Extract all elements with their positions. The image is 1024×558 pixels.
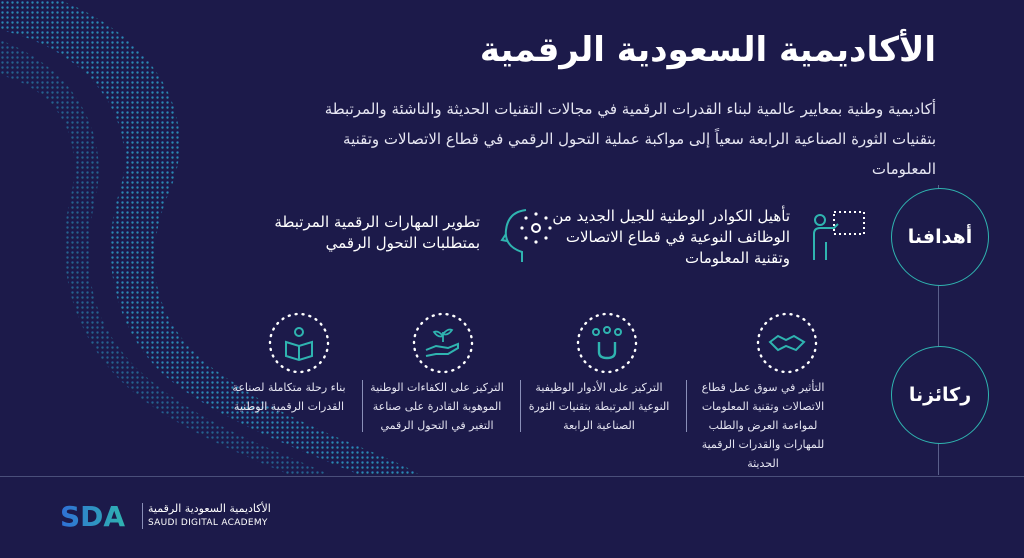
head-circuit-icon [500, 206, 556, 264]
pillars-heading-circle [891, 346, 989, 444]
person-reading-icon [268, 312, 330, 374]
pillar-item-3: التركيز على الكفاءات الوطنية الموهوبة القادرة على صناعة التغير في التحول الرقمي [370, 381, 504, 432]
sda-logo [60, 498, 136, 532]
team-magnet-icon [576, 312, 638, 374]
goal-item-2: تطوير المهارات الرقمية المرتبطة بمتطلبات التحول الرقمي [274, 213, 480, 252]
footer-divider [0, 476, 1024, 477]
logo-mark: SDA [60, 500, 126, 532]
page-title: الأكاديمية السعودية الرقمية [479, 30, 936, 70]
pillars-heading: ركائزنا [908, 384, 972, 406]
logo-name-ar: الأكاديمية السعودية الرقمية [148, 502, 271, 515]
pillar-item-2: التركيز على الأدوار الوظيفية النوعية المرتبطة بتقنيات الثورة الصناعية الرابعة [528, 381, 670, 432]
logo-name-en: SAUDI DIGITAL ACADEMY [148, 518, 268, 528]
page-description: أكاديمية وطنية بمعايير عالمية لبناء القدرات الرقمية في مجالات التقنيات الحديثة والناشئة والمرتبطة بتقنيات الثورة الصناعية الرابعة سعياً إلى مواكبة عملية التحول الرقمي في قطاع الاتصالات وتقنية المعلومات [324, 100, 936, 178]
pillar-divider [686, 380, 687, 432]
presenter-board-icon [808, 208, 866, 264]
goal-item-1: تأهيل الكوادر الوطنية للجيل الجديد من الوظائف النوعية في قطاع الاتصالات وتقنية المعلومات [552, 207, 790, 267]
goals-heading-circle [891, 188, 989, 286]
logo-separator [142, 503, 143, 529]
pillar-item-1: التأثير في سوق عمل قطاع الاتصالات وتقنية المعلومات لمواءمة العرض والطلب للمهارات والقدرات الرقمية الحديثة [701, 381, 825, 470]
handshake-icon [756, 312, 818, 374]
pillar-divider [520, 380, 521, 432]
hand-plant-icon [412, 312, 474, 374]
goals-heading: أهدافنا [907, 226, 973, 248]
pillar-item-4: بناء رحلة متكاملة لصناعة القدرات الرقمية الوطنية [232, 381, 346, 413]
